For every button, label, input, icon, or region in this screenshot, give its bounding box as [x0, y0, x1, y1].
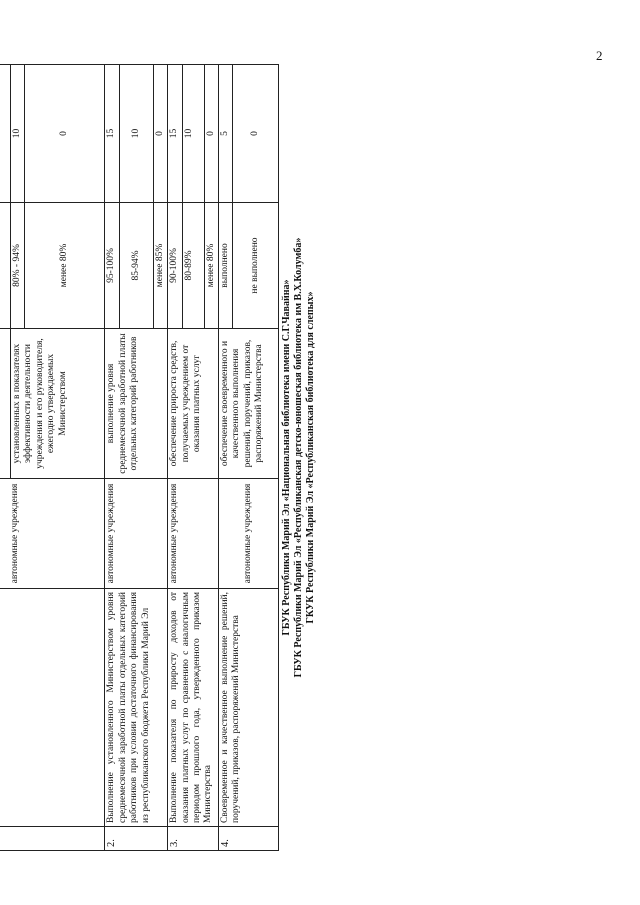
- row-3-points-2: 10: [182, 65, 204, 203]
- row-3-criteria: обеспечение прироста средств, получаемых учреждением от оказания платных услуг: [168, 329, 219, 479]
- row-4-criteria: обеспечение своевременного и качественного выполнения решений, поручений, приказов, распоряжений Министерства: [219, 329, 279, 479]
- row-3-description: Выполнение показателя по приросту доходов от оказания платных услуг по сравнению с аналогичным периодом прошлого года, утвержденного приказом Министерства: [168, 589, 219, 827]
- row-1-points-2: 10: [11, 65, 25, 203]
- row-4-points-2: 0: [233, 65, 279, 203]
- row-4-cond-2: не выполнено: [233, 203, 279, 329]
- page-number: 2: [596, 48, 603, 63]
- row-1-cond-3: менее 80%: [25, 203, 105, 329]
- row-1-cond-1: [0, 203, 11, 329]
- row-1-cond-2: 80% - 94%: [11, 203, 25, 329]
- row-4-number: 4.: [219, 827, 279, 851]
- row-3-points-1: 15: [168, 65, 182, 203]
- row-4-type: автономные учреждения: [219, 479, 279, 589]
- row-1-description: [0, 589, 105, 827]
- row-2-points-1: 15: [105, 65, 119, 203]
- row-4-points-1: 5: [219, 65, 233, 203]
- table-row-4a: [219, 65, 233, 851]
- row-3-type: автономные учреждения: [168, 479, 219, 589]
- footer-group-line-3: ГКУК Республики Марий Эл «Республиканская библиотека для слепых»: [305, 291, 317, 624]
- row-1-criteria-part-2: установленных в показателях эффективности деятельности учреждения и его руководителя, ежегодно утверждаемых Министерством: [11, 329, 105, 479]
- row-1-number: [0, 827, 105, 851]
- row-2-cond-3: менее 85%: [153, 203, 167, 329]
- row-3-cond-3: менее 80%: [204, 203, 218, 329]
- row-3-cond-2: 80-89%: [182, 203, 204, 329]
- table-row-3a: [168, 65, 182, 851]
- footer-group-heading: [279, 65, 319, 851]
- row-1-points-1: [0, 65, 11, 203]
- row-4-description: Своевременное и качественное выполнение решений, поручений, приказов, распоряжений Министерства: [219, 589, 279, 827]
- row-3-number: 3.: [168, 827, 219, 851]
- row-3-cond-1: 90-100%: [168, 203, 182, 329]
- row-1-points-3: 0: [25, 65, 105, 203]
- row-1-type: автономные учреждения: [0, 479, 105, 589]
- footer-group-line-2: ГБУК Республики Марий Эл «Республиканская детско-юношеская библиотека им В.Х.Колумба»: [293, 237, 305, 678]
- row-2-points-3: 0: [153, 65, 167, 203]
- row-2-type: автономные учреждения: [105, 479, 168, 589]
- row-2-criteria: выполнение уровня среднемесячной заработной платы отдельных категорий работников: [105, 329, 168, 479]
- table-row-1a: [0, 65, 11, 851]
- row-3-points-3: 0: [204, 65, 218, 203]
- row-2-cond-2: 85-94%: [119, 203, 153, 329]
- row-2-description: Выполнение установленного Министерством уровня среднемесячной заработной платы отдельных категорий работников при условии достаточного финансирования из республиканского бюджета Республики Марий Эл: [105, 589, 168, 827]
- row-4-cond-1: выполнено: [219, 203, 233, 329]
- rotated-table-sheet: [0, 65, 357, 851]
- criteria-table: [0, 64, 318, 851]
- table-row-2a: [105, 65, 119, 851]
- footer-group-row: [279, 65, 319, 851]
- row-1-criteria-part-1: [0, 329, 11, 479]
- row-2-points-2: 10: [119, 65, 153, 203]
- row-2-number: 2.: [105, 827, 168, 851]
- footer-group-line-1: ГБУК Республики Марий Эл «Национальная библиотека имени С.Г.Чавайна»: [281, 279, 293, 636]
- row-2-cond-1: 95-100%: [105, 203, 119, 329]
